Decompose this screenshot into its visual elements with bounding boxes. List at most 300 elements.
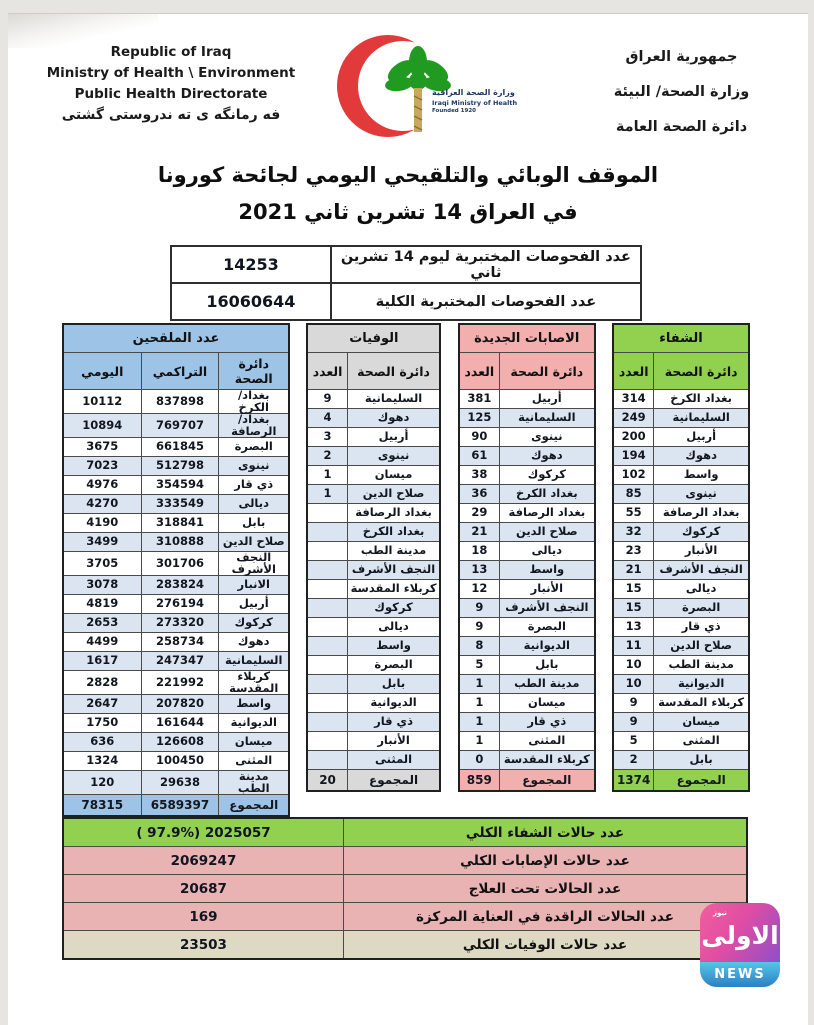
- name-cell: المثنى: [499, 732, 594, 751]
- table-row: [307, 561, 440, 580]
- value-cell: [307, 523, 347, 542]
- vaccinated-table: [62, 323, 290, 817]
- document-page: [8, 13, 808, 1025]
- table-row: [63, 533, 289, 552]
- cumulative-cell: 661845: [141, 438, 219, 457]
- value-cell: [307, 713, 347, 732]
- table-row: [613, 504, 749, 523]
- table-row: [613, 732, 749, 751]
- daily-cell: 3499: [63, 533, 141, 552]
- table-row: [613, 485, 749, 504]
- header-arabic-line: دائرة الصحة العامة: [615, 119, 748, 135]
- national-summary-table: [62, 817, 748, 960]
- value-cell: 1: [459, 713, 500, 732]
- value-cell: 23: [613, 542, 654, 561]
- name-cell: المثنى: [219, 752, 289, 771]
- table-row: [459, 485, 595, 504]
- name-cell: واسط: [219, 695, 289, 714]
- name-cell: مدينة الطب: [347, 542, 440, 561]
- value-cell: 14253: [171, 246, 331, 283]
- name-cell: البصرة: [219, 438, 289, 457]
- name-cell: البصرة: [654, 599, 749, 618]
- name-cell: دهوك: [654, 447, 749, 466]
- table-body: [63, 390, 289, 795]
- table-row: [63, 614, 289, 633]
- daily-cell: 10894: [63, 414, 141, 438]
- cumulative-cell: 258734: [141, 633, 219, 652]
- name-cell: أربيل: [499, 390, 594, 409]
- table-row: [63, 438, 289, 457]
- total-row: [459, 770, 595, 792]
- header-arabic: [569, 40, 794, 145]
- name-cell: بابل: [219, 514, 289, 533]
- table-row: [459, 656, 595, 675]
- daily-cell: 2828: [63, 671, 141, 695]
- moh-logo-icon: [330, 26, 525, 148]
- cumulative-cell: 283824: [141, 576, 219, 595]
- header-arabic-line: جمهورية العراق: [625, 49, 738, 65]
- name-cell: النجف الأشرف: [219, 552, 289, 576]
- logo-caption-arabic: وزارة الصحة العراقية: [432, 88, 515, 97]
- column-header: دائرة الصحة: [654, 353, 749, 390]
- table-row: [307, 466, 440, 485]
- name-cell: أربيل: [347, 428, 440, 447]
- label-cell: عدد الفحوصات المختبرية الكلية: [331, 283, 641, 320]
- value-cell: 20687: [63, 875, 343, 903]
- value-cell: [307, 561, 347, 580]
- value-cell: 9: [459, 599, 500, 618]
- name-cell: السليمانية: [499, 409, 594, 428]
- value-cell: 314: [613, 390, 654, 409]
- watermark-name: الاولى: [701, 921, 779, 950]
- name-cell: دهوك: [347, 409, 440, 428]
- name-cell: كركوك: [654, 523, 749, 542]
- table-row: [613, 447, 749, 466]
- total-value-cell: 20: [307, 770, 347, 792]
- value-cell: 90: [459, 428, 500, 447]
- table-row: [459, 542, 595, 561]
- name-cell: ميسان: [654, 713, 749, 732]
- value-cell: 36: [459, 485, 500, 504]
- table-row: [459, 618, 595, 637]
- table-row: [307, 675, 440, 694]
- table-row: [63, 457, 289, 476]
- table-row: [613, 713, 749, 732]
- name-cell: ذي قار: [347, 713, 440, 732]
- header-english-line: Ministry of Health \ Environment: [46, 65, 296, 81]
- cumulative-cell: 100450: [141, 752, 219, 771]
- table-row: [307, 447, 440, 466]
- value-cell: 13: [613, 618, 654, 637]
- name-cell: كربلاء المقدسة: [499, 751, 594, 770]
- name-cell: كركوك: [499, 466, 594, 485]
- value-cell: 9: [307, 390, 347, 409]
- table-row: [459, 561, 595, 580]
- value-cell: 15: [613, 580, 654, 599]
- lab-tests-table: [170, 245, 642, 321]
- table-row: [63, 931, 747, 960]
- value-cell: 2: [613, 751, 654, 770]
- table-row: [63, 495, 289, 514]
- label-cell: عدد الفحوصات المختبرية ليوم 14 تشرين ثاني: [331, 246, 641, 283]
- value-cell: 11: [613, 637, 654, 656]
- daily-cell: 4819: [63, 595, 141, 614]
- table-body: [459, 390, 595, 770]
- cumulative-cell: 333549: [141, 495, 219, 514]
- value-cell: [307, 580, 347, 599]
- name-cell: الأنبار: [347, 732, 440, 751]
- deaths-table: [306, 323, 441, 792]
- name-cell: السليمانية: [654, 409, 749, 428]
- column-header: دائرة الصحة: [347, 353, 440, 390]
- name-cell: البصرة: [347, 656, 440, 675]
- total-daily-cell: 78315: [63, 795, 141, 817]
- value-cell: 61: [459, 447, 500, 466]
- report-title: [8, 157, 808, 231]
- table-row: [613, 428, 749, 447]
- value-cell: 2: [307, 447, 347, 466]
- crescent-palm-icon: [330, 26, 460, 148]
- value-cell: [307, 732, 347, 751]
- report-title-line1: الموقف الوبائي والتلقيحي اليومي لجائحة كورونا: [157, 163, 659, 187]
- cumulative-cell: 276194: [141, 595, 219, 614]
- name-cell: كركوك: [347, 599, 440, 618]
- table-row: [459, 713, 595, 732]
- total-label-cell: المجموع: [654, 770, 749, 792]
- table-row: [63, 414, 289, 438]
- value-cell: [307, 618, 347, 637]
- column-header: اليومي: [63, 353, 141, 390]
- table-title: الشفاء: [613, 324, 749, 353]
- cumulative-cell: 247347: [141, 652, 219, 671]
- table-row: [613, 656, 749, 675]
- value-cell: 9: [613, 713, 654, 732]
- value-cell: 4: [307, 409, 347, 428]
- daily-cell: 7023: [63, 457, 141, 476]
- table-row: [63, 552, 289, 576]
- value-cell: 200: [613, 428, 654, 447]
- table-row: [171, 246, 641, 283]
- table-row: [63, 771, 289, 795]
- table-row: [307, 409, 440, 428]
- value-cell: 32: [613, 523, 654, 542]
- table-title: الوفيات: [307, 324, 440, 353]
- table-row: [459, 694, 595, 713]
- name-cell: ذي قار: [499, 713, 594, 732]
- name-cell: ديالى: [219, 495, 289, 514]
- column-header: التراكمي: [141, 353, 219, 390]
- table-row: [613, 466, 749, 485]
- column-header: العدد: [613, 353, 654, 390]
- name-cell: مدينة الطب: [219, 771, 289, 795]
- value-cell: 3: [307, 428, 347, 447]
- table-row: [63, 847, 747, 875]
- directorate-tables: [62, 323, 750, 817]
- cumulative-cell: 769707: [141, 414, 219, 438]
- table-row: [63, 390, 289, 414]
- name-cell: بغداد الرصافة: [654, 504, 749, 523]
- daily-cell: 3705: [63, 552, 141, 576]
- table-row: [613, 390, 749, 409]
- table-row: [307, 523, 440, 542]
- cumulative-cell: 512798: [141, 457, 219, 476]
- name-cell: الديوانية: [347, 694, 440, 713]
- value-cell: 13: [459, 561, 500, 580]
- name-cell: عدد حالات الشفاء الكلي: [343, 818, 747, 847]
- value-cell: 85: [613, 485, 654, 504]
- table-row: [459, 466, 595, 485]
- value-cell: 102: [613, 466, 654, 485]
- daily-cell: 10112: [63, 390, 141, 414]
- name-cell: ديالى: [347, 618, 440, 637]
- table-row: [63, 671, 289, 695]
- column-header: دائرة الصحة: [219, 353, 289, 390]
- table-row: [459, 409, 595, 428]
- name-cell: واسط: [499, 561, 594, 580]
- daily-cell: 4190: [63, 514, 141, 533]
- name-cell: بغداد الكرخ: [499, 485, 594, 504]
- table-row: [307, 542, 440, 561]
- name-cell: ذي قار: [219, 476, 289, 495]
- total-value-cell: 1374: [613, 770, 654, 792]
- table-row: [459, 504, 595, 523]
- table-title-row: [63, 324, 289, 353]
- table-row: [63, 633, 289, 652]
- cumulative-cell: 837898: [141, 390, 219, 414]
- table-row: [613, 618, 749, 637]
- name-cell: عدد الحالات الراقدة في العناية المركزة: [343, 903, 747, 931]
- name-cell: الديوانية: [499, 637, 594, 656]
- name-cell: الديوانية: [219, 714, 289, 733]
- value-cell: 15: [613, 599, 654, 618]
- table-row: [307, 637, 440, 656]
- logo-caption-founded: Founded 1920: [432, 107, 476, 114]
- value-cell: 5: [459, 656, 500, 675]
- table-row: [307, 599, 440, 618]
- daily-cell: 1324: [63, 752, 141, 771]
- table-row: [613, 751, 749, 770]
- table-row: [307, 732, 440, 751]
- table-row: [307, 390, 440, 409]
- name-cell: ميسان: [219, 733, 289, 752]
- value-cell: 29: [459, 504, 500, 523]
- value-cell: 125: [459, 409, 500, 428]
- table-row: [613, 523, 749, 542]
- table-row: [307, 485, 440, 504]
- name-cell: بابل: [347, 675, 440, 694]
- watermark-tag: نيوز: [713, 909, 727, 917]
- table-row: [63, 818, 747, 847]
- name-cell: دهوك: [219, 633, 289, 652]
- total-label-cell: المجموع: [347, 770, 440, 792]
- value-cell: 10: [613, 656, 654, 675]
- news-watermark: [700, 903, 780, 987]
- table-row: [459, 447, 595, 466]
- value-cell: [307, 751, 347, 770]
- name-cell: بغداد/ الرصافة: [219, 414, 289, 438]
- name-cell: نينوى: [219, 457, 289, 476]
- table-row: [613, 694, 749, 713]
- value-cell: 55: [613, 504, 654, 523]
- name-cell: واسط: [654, 466, 749, 485]
- name-cell: الأنبار: [499, 580, 594, 599]
- name-cell: ديالى: [499, 542, 594, 561]
- name-cell: عدد حالات الوفيات الكلي: [343, 931, 747, 960]
- table-row: [459, 637, 595, 656]
- name-cell: صلاح الدين: [219, 533, 289, 552]
- total-value-cell: 859: [459, 770, 500, 792]
- logo-caption: [432, 88, 524, 115]
- cumulative-cell: 29638: [141, 771, 219, 795]
- daily-cell: 1617: [63, 652, 141, 671]
- table-row: [63, 875, 747, 903]
- cumulative-cell: 221992: [141, 671, 219, 695]
- table-row: [307, 751, 440, 770]
- name-cell: صلاح الدين: [499, 523, 594, 542]
- cumulative-cell: 273320: [141, 614, 219, 633]
- column-header-row: [613, 353, 749, 390]
- table-row: [459, 428, 595, 447]
- name-cell: كركوك: [219, 614, 289, 633]
- value-cell: [307, 637, 347, 656]
- report-title-line2: في العراق 14 تشرين ثاني 2021: [238, 200, 578, 224]
- cumulative-cell: 318841: [141, 514, 219, 533]
- total-row: [613, 770, 749, 792]
- daily-cell: 3078: [63, 576, 141, 595]
- daily-cell: 2647: [63, 695, 141, 714]
- name-cell: الأنبار: [654, 542, 749, 561]
- value-cell: 5: [613, 732, 654, 751]
- name-cell: ديالى: [654, 580, 749, 599]
- value-cell: 194: [613, 447, 654, 466]
- name-cell: كربلاء المقدسة: [347, 580, 440, 599]
- name-cell: نينوى: [499, 428, 594, 447]
- name-cell: دهوك: [499, 447, 594, 466]
- value-cell: 18: [459, 542, 500, 561]
- value-cell: 21: [613, 561, 654, 580]
- table-title: الاصابات الجديدة: [459, 324, 595, 353]
- daily-cell: 3675: [63, 438, 141, 457]
- new-cases-table: [458, 323, 596, 792]
- value-cell: 1: [459, 732, 500, 751]
- value-cell: 8: [459, 637, 500, 656]
- value-cell: 12: [459, 580, 500, 599]
- cumulative-cell: 207820: [141, 695, 219, 714]
- table-row: [63, 733, 289, 752]
- value-cell: [307, 694, 347, 713]
- name-cell: ذي قار: [654, 618, 749, 637]
- watermark-news-band: NEWS: [700, 962, 780, 987]
- table-row: [307, 713, 440, 732]
- cumulative-cell: 301706: [141, 552, 219, 576]
- table-row: [459, 732, 595, 751]
- table-row: [63, 476, 289, 495]
- name-cell: المثنى: [654, 732, 749, 751]
- name-cell: مدينة الطب: [499, 675, 594, 694]
- value-cell: 1: [307, 485, 347, 504]
- daily-cell: 2653: [63, 614, 141, 633]
- table-title-row: [613, 324, 749, 353]
- header-english-line: Public Health Directorate: [74, 86, 268, 102]
- daily-cell: 1750: [63, 714, 141, 733]
- name-cell: بابل: [654, 751, 749, 770]
- daily-cell: 4976: [63, 476, 141, 495]
- cumulative-cell: 354594: [141, 476, 219, 495]
- value-cell: 10: [613, 675, 654, 694]
- column-header: دائرة الصحة: [499, 353, 594, 390]
- watermark-logo: [700, 903, 780, 962]
- value-cell: 23503: [63, 931, 343, 960]
- table-row: [63, 714, 289, 733]
- name-cell: أربيل: [219, 595, 289, 614]
- value-cell: 9: [459, 618, 500, 637]
- table-row: [63, 752, 289, 771]
- table-row: [307, 618, 440, 637]
- total-cumulative-cell: 6589397: [141, 795, 219, 817]
- name-cell: الانبار: [219, 576, 289, 595]
- table-row: [307, 580, 440, 599]
- table-row: [459, 675, 595, 694]
- name-cell: أربيل: [654, 428, 749, 447]
- name-cell: كربلاء المقدسة: [654, 694, 749, 713]
- value-cell: [307, 599, 347, 618]
- table-title-row: [307, 324, 440, 353]
- table-body: [63, 818, 747, 959]
- total-row: [307, 770, 440, 792]
- value-cell: [307, 542, 347, 561]
- name-cell: بغداد/ الكرخ: [219, 390, 289, 414]
- cumulative-cell: 161644: [141, 714, 219, 733]
- table-row: [459, 580, 595, 599]
- name-cell: ميسان: [499, 694, 594, 713]
- table-row: [63, 695, 289, 714]
- table-row: [613, 561, 749, 580]
- table-row: [63, 652, 289, 671]
- name-cell: النجف الأشرف: [654, 561, 749, 580]
- total-label-cell: المجموع: [219, 795, 289, 817]
- name-cell: مدينة الطب: [654, 656, 749, 675]
- column-header: العدد: [459, 353, 500, 390]
- name-cell: نينوى: [654, 485, 749, 504]
- column-header-row: [63, 353, 289, 390]
- name-cell: النجف الأشرف: [347, 561, 440, 580]
- cumulative-cell: 126608: [141, 733, 219, 752]
- name-cell: عدد الحالات تحت العلاج: [343, 875, 747, 903]
- table-row: [459, 599, 595, 618]
- table-title-row: [459, 324, 595, 353]
- value-cell: 0: [459, 751, 500, 770]
- table-row: [459, 523, 595, 542]
- header-arabic-line: وزارة الصحة/ البيئة: [613, 84, 750, 100]
- table-row: [307, 694, 440, 713]
- cumulative-cell: 310888: [141, 533, 219, 552]
- total-label-cell: المجموع: [499, 770, 594, 792]
- value-cell: 2069247: [63, 847, 343, 875]
- name-cell: البصرة: [499, 618, 594, 637]
- value-cell: 249: [613, 409, 654, 428]
- name-cell: السليمانية: [219, 652, 289, 671]
- table-row: [613, 637, 749, 656]
- value-cell: 381: [459, 390, 500, 409]
- value-cell: 169: [63, 903, 343, 931]
- daily-cell: 636: [63, 733, 141, 752]
- name-cell: بغداد الكرخ: [347, 523, 440, 542]
- daily-cell: 120: [63, 771, 141, 795]
- value-cell: 1: [307, 466, 347, 485]
- value-cell: 16060644: [171, 283, 331, 320]
- name-cell: بغداد الرصافة: [499, 504, 594, 523]
- total-row: [63, 795, 289, 817]
